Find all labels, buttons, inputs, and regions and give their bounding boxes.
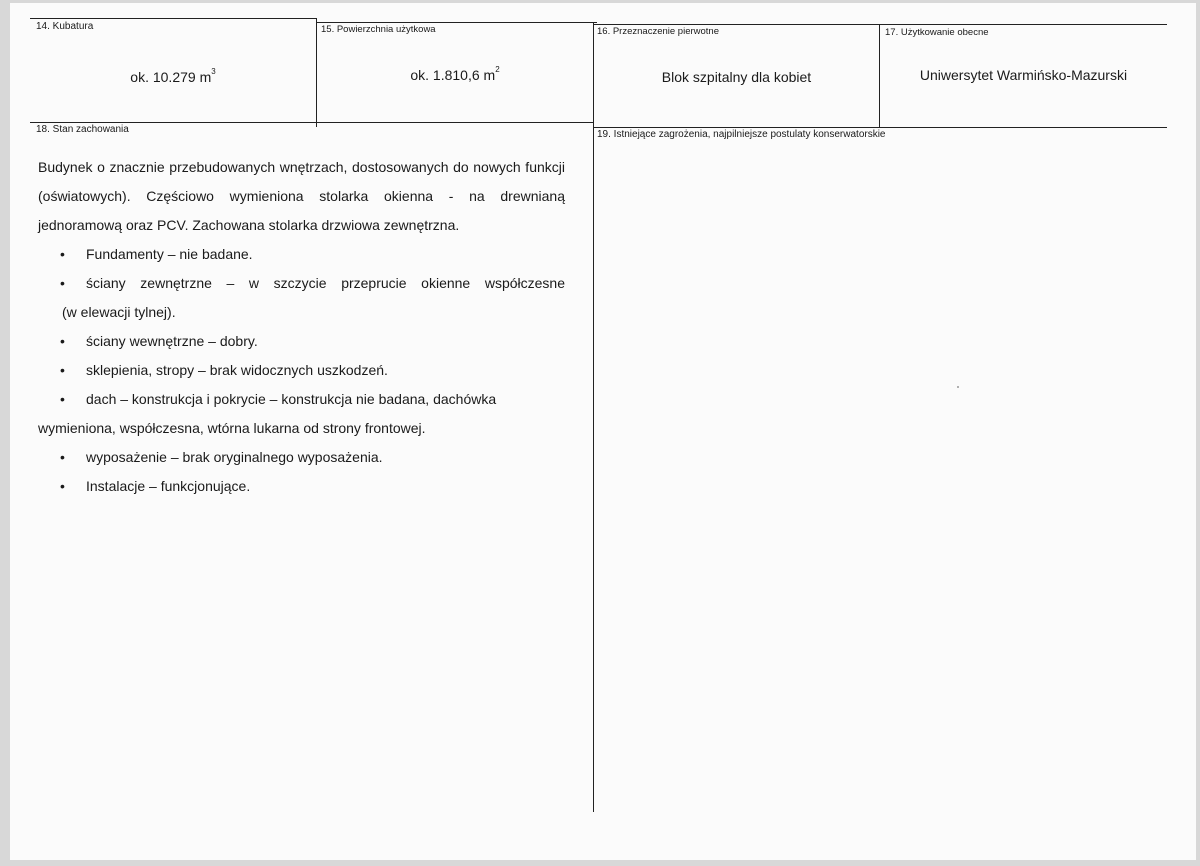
bullet-icon: • — [60, 478, 65, 494]
field-17-label: 17. Użytkowanie obecne — [885, 27, 989, 38]
row-divider-left — [30, 122, 594, 123]
condition-item-foundations: • Fundamenty – nie badane. — [38, 240, 565, 269]
condition-item-vaults: • sklepienia, stropy – brak widocznych uszkodzeń. — [38, 356, 565, 385]
field-14-value: ok. 10.279 $m^3$ — [130, 67, 216, 85]
top-border-left — [30, 18, 317, 19]
field-18-label: 18. Stan zachowania — [36, 124, 129, 135]
condition-intro: Budynek o znacznie przebudowanych wnętrzach, dostosowanych do nowych funkcji (oświatowych). Częściowo wymieniona stolarka okienna - na drewnianą jednoramową oraz PCV. Zachowana stolarka drzwiowa zewnętrzna. — [38, 159, 565, 233]
field-15-label: 15. Powierzchnia użytkowa — [321, 24, 436, 35]
bullet-icon: • — [60, 333, 65, 349]
field-16-label: 16. Przeznaczenie pierwotne — [597, 26, 719, 37]
field-19-label: 19. Istniejące zagrożenia, najpilniejsze postulaty konserwatorskie — [597, 129, 886, 140]
bullet-icon: • — [60, 362, 65, 378]
condition-item-equipment: • wyposażenie – brak oryginalnego wyposażenia. — [38, 443, 565, 472]
top-border-mid — [317, 22, 597, 23]
bullet-icon: • — [60, 391, 65, 407]
field-16-value: Blok szpitalny dla kobiet — [661, 69, 812, 85]
field-15-value: ok. 1.810,6 $m^2$ — [410, 65, 500, 83]
bullet-icon: • — [60, 449, 65, 465]
form-page — [10, 3, 1196, 860]
row-divider-right — [593, 127, 1167, 128]
condition-item-external-walls: • ściany zewnętrzne – w szczycie przeprucie okienne współczesne (w elewacji tylnej). — [38, 269, 565, 327]
divider-15-16 — [593, 22, 594, 812]
top-border-right — [593, 24, 1167, 25]
bullet-icon: • — [60, 275, 65, 291]
condition-item-roof: • dach – konstrukcja i pokrycie – konstrukcja nie badana, dachówka wymieniona, współczesna, wtórna lukarna od strony frontowej. — [38, 385, 565, 443]
condition-item-installations: • Instalacje – funkcjonujące. — [38, 472, 565, 501]
bullet-icon: • — [60, 246, 65, 262]
field-14-label: 14. Kubatura — [36, 21, 94, 32]
field-17-value: Uniwersytet Warmińsko-Mazurski — [919, 67, 1128, 83]
condition-description — [38, 153, 565, 501]
speck — [957, 386, 959, 388]
condition-item-internal-walls: • ściany wewnętrzne – dobry. — [38, 327, 565, 356]
condition-list — [38, 240, 565, 501]
